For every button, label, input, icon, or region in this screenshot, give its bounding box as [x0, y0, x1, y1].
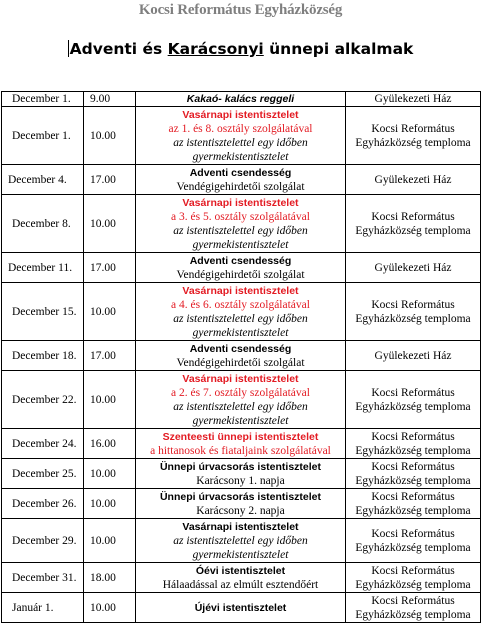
time-cell: 10.00 — [84, 459, 136, 489]
event-cell — [136, 459, 346, 489]
time-cell: 18.00 — [84, 563, 136, 593]
date-cell: December 11. — [2, 253, 84, 283]
event-note: az istentisztelettel egy időben — [173, 224, 308, 237]
date-cell: December 18. — [2, 341, 84, 371]
event-cell — [136, 489, 346, 519]
event-title: Kakaó- kalács reggeli — [186, 93, 295, 105]
event-title: Óévi istentisztelet — [195, 564, 286, 577]
location-cell — [346, 593, 481, 623]
event-title: Vasárnapi istentisztelet — [182, 284, 299, 297]
time-cell: 10.00 — [84, 489, 136, 519]
table-row — [2, 195, 481, 253]
location-line: Gyülekezeti Ház — [374, 93, 452, 105]
event-cell — [136, 195, 346, 253]
location-line: Egyházközség temploma — [355, 578, 471, 591]
time-cell: 16.00 — [84, 429, 136, 459]
event-cell — [136, 429, 346, 459]
location-line: Gyülekezeti Ház — [374, 261, 452, 274]
date-cell: December 4. — [2, 165, 84, 195]
location-line: Kocsi Református — [371, 564, 455, 577]
event-cell — [136, 107, 346, 165]
location-line: Kocsi Református — [371, 460, 455, 473]
event-detail: Vendégigehirdetői szolgálat — [176, 356, 305, 369]
location-cell — [346, 489, 481, 519]
event-cell — [136, 165, 346, 195]
date-cell: Január 1. — [2, 593, 84, 623]
time-cell: 10.00 — [84, 519, 136, 563]
location-cell — [346, 195, 481, 253]
time-cell: 10.00 — [84, 593, 136, 623]
event-note: gyermekistentisztelet — [192, 326, 289, 339]
table-row — [2, 371, 481, 429]
time-cell: 17.00 — [84, 341, 136, 371]
time-cell: 9.00 — [84, 92, 136, 107]
event-note: gyermekistentisztelet — [192, 548, 289, 561]
table-row — [2, 165, 481, 195]
event-note: gyermekistentisztelet — [192, 238, 289, 251]
date-cell: December 1. — [2, 107, 84, 165]
table-row — [2, 429, 481, 459]
location-cell — [346, 519, 481, 563]
date-cell: December 15. — [2, 283, 84, 341]
location-cell — [346, 283, 481, 341]
event-cell — [136, 519, 346, 563]
title-part-1: Adventi és — [69, 40, 168, 58]
table-row — [2, 459, 481, 489]
time-cell: 17.00 — [84, 253, 136, 283]
table-row — [2, 519, 481, 563]
event-cell — [136, 371, 346, 429]
location-line: Egyházközség temploma — [355, 312, 471, 325]
location-line: Egyházközség temploma — [355, 400, 471, 413]
location-line: Kocsi Református — [371, 527, 455, 540]
event-detail: a 4. és 6. osztály szolgálatával — [171, 298, 310, 311]
time-cell: 10.00 — [84, 195, 136, 253]
event-detail: az 1. és 8. osztály szolgálatával — [168, 122, 313, 135]
location-cell — [346, 107, 481, 165]
table-row — [2, 253, 481, 283]
text-cursor — [68, 40, 69, 57]
event-cell — [136, 563, 346, 593]
event-cell — [136, 341, 346, 371]
event-cell — [136, 593, 346, 623]
location-line: Egyházközség temploma — [355, 474, 471, 487]
location-line: Kocsi Református — [371, 298, 455, 311]
event-title: Újévi istentisztelet — [194, 601, 287, 614]
event-detail: Vendégigehirdetői szolgálat — [176, 268, 305, 281]
date-cell: December 22. — [2, 371, 84, 429]
table-row — [2, 107, 481, 165]
event-cell — [136, 92, 346, 107]
event-title: Vasárnapi istentisztelet — [182, 520, 299, 533]
date-cell: December 1. — [2, 92, 84, 107]
schedule-table — [1, 91, 481, 623]
event-title: Vasárnapi istentisztelet — [182, 196, 299, 209]
event-title: Adventi csendesség — [189, 166, 292, 179]
event-detail: a 3. és 5. osztály szolgálatával — [171, 210, 310, 223]
location-line: Kocsi Református — [371, 490, 455, 503]
time-cell: 10.00 — [84, 283, 136, 341]
event-note: gyermekistentisztelet — [192, 150, 289, 163]
event-note: gyermekistentisztelet — [192, 414, 289, 427]
location-line: Egyházközség temploma — [355, 444, 471, 457]
location-cell — [346, 371, 481, 429]
location-line: Egyházközség temploma — [355, 541, 471, 554]
location-cell — [346, 563, 481, 593]
title-part-2: Karácsonyi — [167, 40, 264, 58]
date-cell: December 25. — [2, 459, 84, 489]
event-title: Szenteesti ünnepi istentisztelet — [162, 430, 319, 443]
event-detail: a 2. és 7. osztály szolgálatával — [171, 386, 310, 399]
event-cell — [136, 253, 346, 283]
table-row — [2, 593, 481, 623]
date-cell: December 31. — [2, 563, 84, 593]
location-cell — [346, 459, 481, 489]
location-line: Gyülekezeti Ház — [374, 349, 452, 362]
location-line: Egyházközség temploma — [355, 504, 471, 517]
date-cell: December 8. — [2, 195, 84, 253]
location-line: Gyülekezeti Ház — [374, 173, 452, 186]
event-detail: Karácsony 1. napja — [196, 474, 285, 487]
event-title: Vasárnapi istentisztelet — [182, 372, 299, 385]
location-cell — [346, 92, 481, 107]
event-detail: Vendégigehirdetői szolgálat — [176, 180, 305, 193]
location-cell — [346, 165, 481, 195]
page-header: Kocsi Református Egyházközség — [138, 2, 343, 18]
event-title: Adventi csendesség — [189, 342, 292, 355]
event-detail: Karácsony 2. napja — [196, 504, 285, 517]
table-row — [2, 563, 481, 593]
event-title: Ünnepi úrvacsorás istentisztelet — [159, 460, 322, 473]
location-cell — [346, 341, 481, 371]
location-line: Egyházközség temploma — [355, 136, 471, 149]
date-cell: December 24. — [2, 429, 84, 459]
table-row — [2, 283, 481, 341]
table-row — [2, 341, 481, 371]
time-cell: 10.00 — [84, 107, 136, 165]
time-cell: 10.00 — [84, 371, 136, 429]
location-line: Egyházközség temploma — [355, 224, 471, 237]
title-part-3: ünnepi alkalmak — [263, 40, 414, 58]
table-row — [2, 92, 481, 107]
location-line: Kocsi Református — [371, 430, 455, 443]
time-cell: 17.00 — [84, 165, 136, 195]
location-line: Kocsi Református — [371, 122, 455, 135]
table-row — [2, 489, 481, 519]
event-title: Adventi csendesség — [189, 254, 292, 267]
event-cell — [136, 283, 346, 341]
event-note: az istentisztelettel egy időben — [173, 534, 308, 547]
date-cell: December 26. — [2, 489, 84, 519]
location-cell — [346, 429, 481, 459]
location-line: Kocsi Református — [371, 386, 455, 399]
event-detail: Hálaadással az elmúlt esztendőért — [162, 578, 319, 591]
event-title: Ünnepi úrvacsorás istentisztelet — [159, 490, 322, 503]
location-cell — [346, 253, 481, 283]
event-note: az istentisztelettel egy időben — [173, 400, 308, 413]
location-line: Egyházközség temploma — [355, 608, 471, 621]
location-line: Kocsi Református — [371, 594, 455, 607]
event-note: az istentisztelettel egy időben — [173, 312, 308, 325]
page-title — [0, 40, 481, 58]
event-title: Vasárnapi istentisztelet — [182, 108, 299, 121]
event-note: az istentisztelettel egy időben — [173, 136, 308, 149]
location-line: Kocsi Református — [371, 210, 455, 223]
event-detail: a hittanosok és fiataljaink szolgálatával — [150, 444, 331, 457]
date-cell: December 29. — [2, 519, 84, 563]
